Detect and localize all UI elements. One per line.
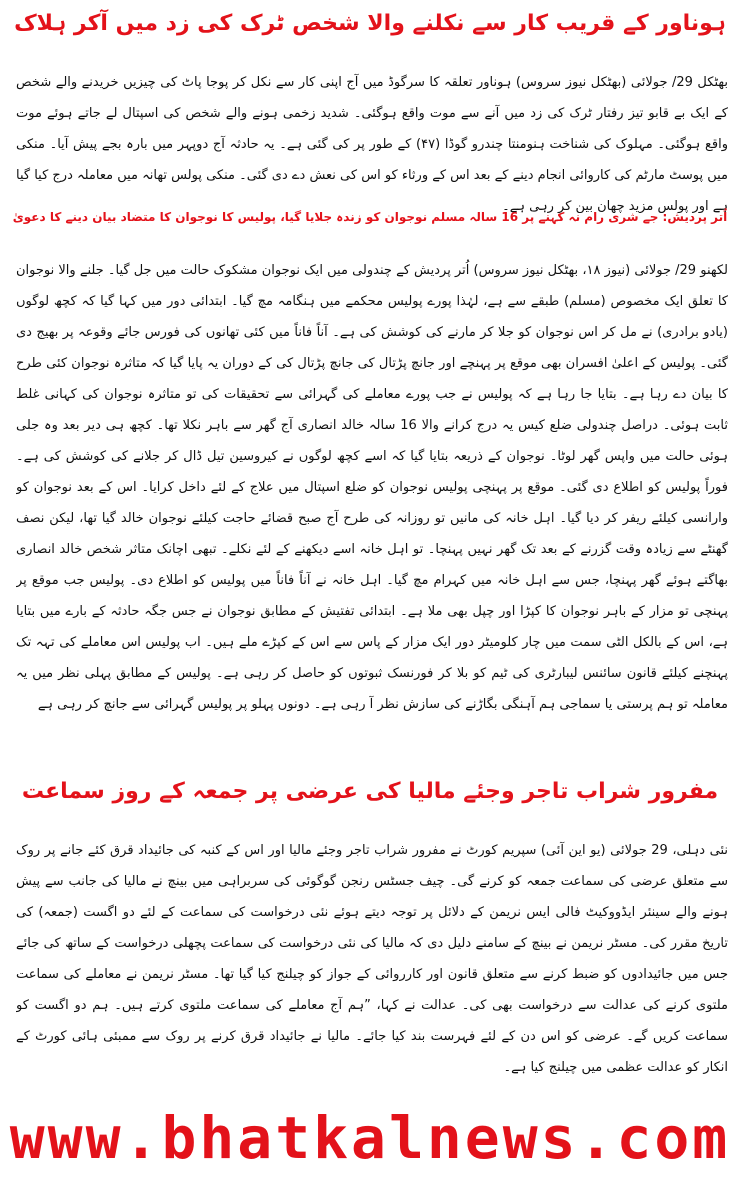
story2-headline: اُتر پردیش: جے شری رام نہ کہنے پر 16 سالہ مسلم نوجوان کو زندہ جلایا گیا، پولیس کا نوجوان کا متضاد بیان دینے کا دعویٰ: [12, 210, 728, 224]
story1-headline: ہوناور کے قریب کار سے نکلنے والا شخص ٹرک کی زد میں آکر ہلاک: [14, 11, 726, 36]
story3-body: نئی دہلی، 29 جولائی (یو این آئی) سپریم کورٹ نے مفرور شراب تاجر وجئے مالیا اور اس کے کنبہ کی جائیداد قرق کئے جانے پر روک سے متعلق عرضی کی سماعت جمعہ کو کرنے گی۔ چیف جسٹس رنجن گوگوئی کی سربراہی میں بینچ نے مالیا کی جانب سے پیش ہونے والے سینئر ایڈووکیٹ فالی ایس نریمن کے دلائل پر توجہ دیتے ہوئے نئی درخواست کی سماعت کے لئے دو اگست (جمعہ) کی تاریخ مقرر کی۔ مسٹر نریمن نے بینچ کے سامنے دلیل دی کہ مالیا کی نئی درخواست کی سماعت پچھلی درخواست کے ساتھ کی جائے جس میں جائیدادوں کو ضبط کرنے سے متعلق قانون اور کارروائی کے جواز کو چیلنج کیا گیا تھا۔ مسٹر نریمن نے معاملے کی سماعت ملتوی کرنے کی عدالت سے درخواست بھی کی۔ عدالت نے کہا، ”ہم آج معاملے کی سماعت ملتوی کرتے ہیں۔ ہم دو اگست کو سماعت کریں گے۔ عرضی کو اس دن کے لئے فہرست بند کیا جائے۔ مالیا نے جائیداد قرق کرنے پر روک سے ممبئی ہائی کورٹ کے انکار کو عدالت عظمی میں چیلنج کیا ہے۔: [16, 843, 728, 1075]
story3-headline: مفرور شراب تاجر وجئے مالیا کی عرضی پر جمعہ کے روز سماعت: [21, 779, 719, 804]
story1-body: بھٹکل 29/ جولائی (بھٹکل نیوز سروس) ہوناور تعلقہ کا سرگوڈ میں آج اپنی کار سے نکل کر پوجا پاٹ کی چیزیں خریدنے والے شخص کے ایک بے قابو تیز رفتار ٹرک کی زد میں آنے سے موت واقع ہوگئی۔ شدید زخمی ہونے والے شخص کی اسپتال لے جاتے ہوئے موت واقع ہوگئی۔ مہلوک کی شناخت ہنومنتا چندرو گوڈا (۴۷) کے طور پر کی گئی ہے۔ یہ حادثہ آج دوپہر میں بارہ بجے پیش آیا۔ منکی میں پوسٹ مارٹم کی کاروائی انجام دینے کے بعد اس کے ورثاء کو اس کی نعش دے دی گئی۔ منکی پولس تھانہ میں معاملہ درج کیا گیا ہے اور پولس مزید چھان بین کر رہی ہے۔: [16, 75, 728, 213]
website-footer: www.bhatkalnews.com: [9, 1104, 731, 1172]
story2-body: لکھنو 29/ جولائی (نیوز ۱۸، بھٹکل نیوز سروس) اُتر پردیش کے چندولی میں ایک نوجوان مشکوک حالت میں جل گیا۔ جلنے والا نوجوان کا تعلق ایک مخصوص (مسلم) طبقے سے ہے، لہٰذا پورے پولیس محکمے میں ہنگامہ مچ گیا۔ ابتدائی دور میں کہا گیا کہ کچھ لوگوں (یادو برادری) نے مل کر اس نوجوان کو جلا کر مارنے کی کوشش کی ہے۔ آناً فاناً میں کئی تھانوں کی فورس جائے وقوعہ پر بھیج دی گئی۔ پولیس کے اعلیٰ افسران بھی موقع پر پہنچے اور جانچ پڑتال کی جانچ پڑتال کی کے دوران یہ پایا گیا کہ متاثرہ نوجوان کئی طرح کا بیان دے رہا ہے۔ بتایا جا رہا ہے کہ پولیس نے جب پورے معاملے کی گہرائی سے تحقیقات کی تو متاثرہ نوجوان کی کہانی غلط ثابت ہوئی۔ دراصل چندولی ضلع کیس یہ درج کرانے والا 16 سالہ خالد انصاری آج گھر سے باہر نکلا تھا۔ کچھ ہی دیر بعد وہ جلی ہوئی حالت میں واپس گھر لوٹا۔ نوجوان کے ذریعہ بتایا گیا کہ اسے کچھ لوگوں نے کیروسین تیل ڈال کر جلانے کی کوشش کی ہے۔ فوراً پولیس کو اطلاع دی گئی۔ موقع پر پہنچی پولیس نوجوان کو ضلع اسپتال میں علاج کے لئے داخل کرایا۔ اس کے بعد نوجوان کو وارانسی کیلئے ریفر کر دیا گیا۔ اہل خانہ کی مانیں تو روزانہ کی طرح آج صبح قضائے حاجت کیلئے نوجوان خالد گیا تھا، لیکن نصف گھنٹے سے زیادہ وقت گزرنے کے بعد تک گھر نہیں پہنچا۔ تو اہل خانہ اسے دیکھنے کے لئے نکلے۔ تبھی اچانک متاثر شخص خالد انصاری بھاگتے ہوئے گھر پہنچا، جس سے اہل خانہ میں کہرام مچ گیا۔ اہل خانہ نے آناً فاناً میں پولیس کو اطلاع دی۔ پولیس جب موقع پر پہنچی تو مزار کے باہر نوجوان کا کپڑا اور چپل بھی ملا ہے۔ ابتدائی تفتیش کے مطابق نوجوان نے جس جگہ حادثہ کے بارے میں بتایا ہے، اس کے بالکل الٹی سمت میں چار کلومیٹر دور ایک مزار کے پاس سے اس کے کپڑے ملے ہیں۔ اب پولیس اس معاملے کی تہہ تک پہنچنے کیلئے قانون سائنس لیبارٹری کی ٹیم کو بلا کر فورنسک ثبوتوں کو حاصل کر رہی ہے۔ پولیس کے مطابق پہلی نظر میں یہ معاملہ تو ہم پرستی یا سماجی ہم آہنگی بگاڑنے کی سازش نظر آ رہی ہے۔ دونوں پہلو پر پولیس گہرائی سے جانچ کر رہی ہے: [16, 263, 728, 712]
